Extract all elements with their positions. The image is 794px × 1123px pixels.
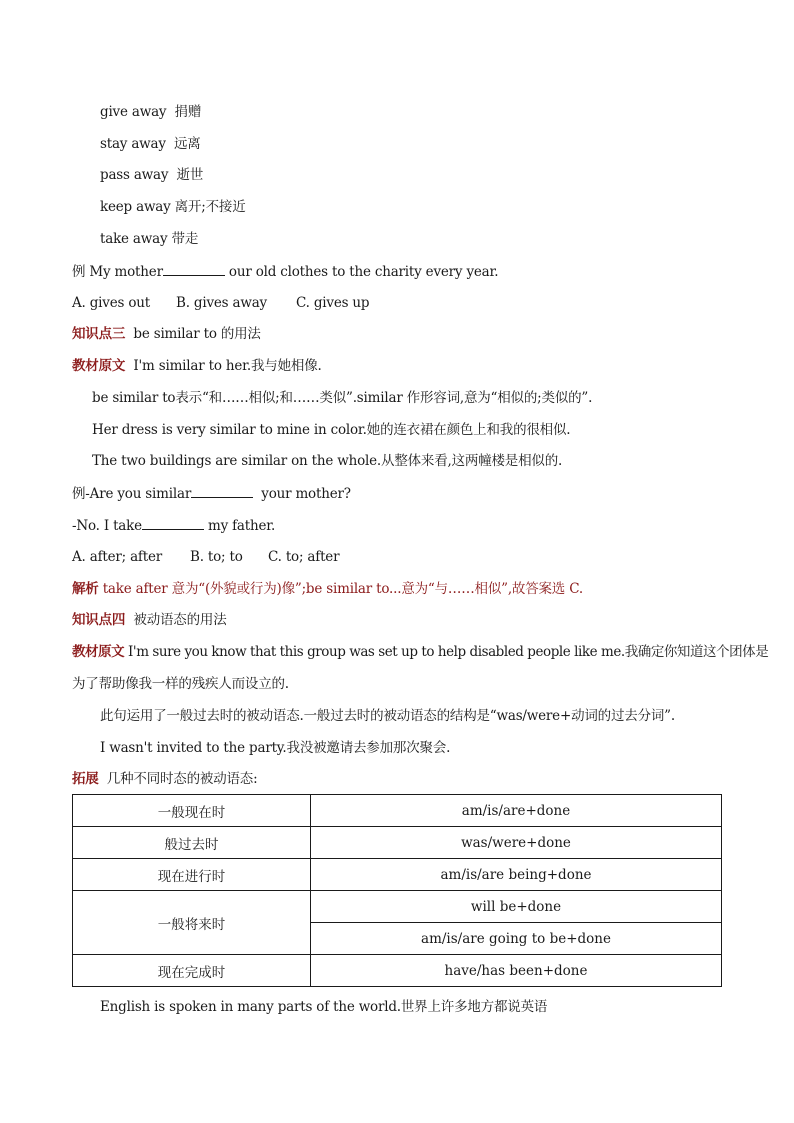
phrase-take-away xyxy=(100,230,198,248)
table-row xyxy=(73,827,722,859)
tense-cell: 般过去时 xyxy=(73,827,311,859)
point3-example-b: The two buildings are similar on the whole.从整体来看,这两幢楼是相似的. xyxy=(92,453,563,469)
table-row xyxy=(73,859,722,891)
point3-source xyxy=(72,357,322,375)
point4-title: 被动语态的用法 xyxy=(133,612,227,628)
form-cell: am/is/are being+done xyxy=(311,859,722,891)
phrase-stay-away xyxy=(100,135,201,153)
point3-label: 知识点三 xyxy=(72,326,126,342)
form-cell: will be+done xyxy=(311,891,722,923)
example1-question xyxy=(72,262,498,281)
option-c: C. gives up xyxy=(296,295,370,311)
table-row xyxy=(73,955,722,987)
point4-explain: 此句运用了一般过去时的被动语态.一般过去时的被动语态的结构是“was/were+动词的过去分词”. xyxy=(100,708,675,724)
example1-prefix: 例 My mother xyxy=(72,264,163,280)
answer-blank xyxy=(142,516,204,530)
tense-cell: 现在进行时 xyxy=(73,859,311,891)
example1-suffix: our old clothes to the charity every year. xyxy=(228,264,499,280)
option-b: B. gives away xyxy=(176,295,267,311)
phrase-en: stay away xyxy=(100,136,166,152)
point3-explain: be similar to表示“和……相似;和……类似”.similar 作形容词,意为“相似的;类似的”. xyxy=(92,390,593,406)
option-c-wrap xyxy=(296,294,369,312)
point4-heading xyxy=(72,611,227,629)
point4-source xyxy=(72,643,768,661)
example2-option-b: B. to; to xyxy=(190,549,243,565)
table-row xyxy=(73,891,722,923)
phrase-en: give away xyxy=(100,104,167,120)
final-example: English is spoken in many parts of the world.世界上许多地方都说英语 xyxy=(100,999,548,1015)
example2-analysis xyxy=(72,580,583,598)
phrase-give-away xyxy=(100,103,201,121)
form-cell: have/has been+done xyxy=(311,955,722,987)
source-text: I'm sure you know that this group was set up to help disabled people like me.我确定你知道这个团体是 xyxy=(128,644,769,660)
phrase-zh: 离开;不接近 xyxy=(174,199,246,215)
q-suffix: your mother? xyxy=(261,486,351,502)
source-label: 教材原文 xyxy=(72,644,125,660)
tense-cell: 一般现在时 xyxy=(73,795,311,827)
analysis-label: 解析 xyxy=(72,581,99,597)
example2-answer xyxy=(72,516,275,535)
phrase-zh: 带走 xyxy=(171,231,199,247)
example2-question xyxy=(72,484,351,503)
tense-cell: 一般将来时 xyxy=(73,891,311,955)
analysis-text: take after 意为“(外貌或行为)像”;be similar to...意为“与……相似”,故答案选 C. xyxy=(102,581,583,597)
form-cell: am/is/are+done xyxy=(311,795,722,827)
expand-text: 几种不同时态的被动语态: xyxy=(106,771,258,787)
phrase-pass-away xyxy=(100,166,203,184)
expand-label: 拓展 xyxy=(72,771,99,787)
answer-blank xyxy=(163,262,225,276)
source-text: I'm similar to her.我与她相像. xyxy=(133,358,322,374)
tense-cell: 现在完成时 xyxy=(73,955,311,987)
q-prefix: 例-Are you similar xyxy=(72,486,192,502)
point3-example-a: Her dress is very similar to mine in color.她的连衣裙在颜色上和我的很相似. xyxy=(92,422,571,438)
a-suffix: my father. xyxy=(208,518,276,534)
phrase-en: take away xyxy=(100,231,168,247)
phrase-en: pass away xyxy=(100,167,169,183)
phrase-en: keep away xyxy=(100,199,171,215)
example1-options xyxy=(72,294,150,312)
source-label: 教材原文 xyxy=(72,358,126,374)
table-row xyxy=(73,795,722,827)
answer-blank xyxy=(191,484,253,498)
phrase-zh: 逝世 xyxy=(176,167,204,183)
form-cell: am/is/are going to be+done xyxy=(311,923,722,955)
phrase-keep-away xyxy=(100,198,246,216)
form-cell: was/were+done xyxy=(311,827,722,859)
phrase-zh: 远离 xyxy=(174,136,201,152)
point3-heading xyxy=(72,325,261,343)
point4-label: 知识点四 xyxy=(72,612,126,628)
phrase-zh: 捐赠 xyxy=(174,104,202,120)
point3-title: be similar to 的用法 xyxy=(133,326,261,342)
point4-example: I wasn't invited to the party.我没被邀请去参加那次聚会. xyxy=(100,740,451,756)
option-a: A. gives out xyxy=(72,295,150,311)
point4-source-cont: 为了帮助像我一样的残疾人而设立的. xyxy=(72,676,289,692)
example2-option-a: A. after; after xyxy=(72,549,162,565)
example2-option-c: C. to; after xyxy=(268,549,340,565)
a-prefix: -No. I take xyxy=(72,518,142,534)
point4-expand xyxy=(72,770,257,788)
option-b-wrap xyxy=(176,294,267,312)
passive-voice-table xyxy=(72,794,722,987)
